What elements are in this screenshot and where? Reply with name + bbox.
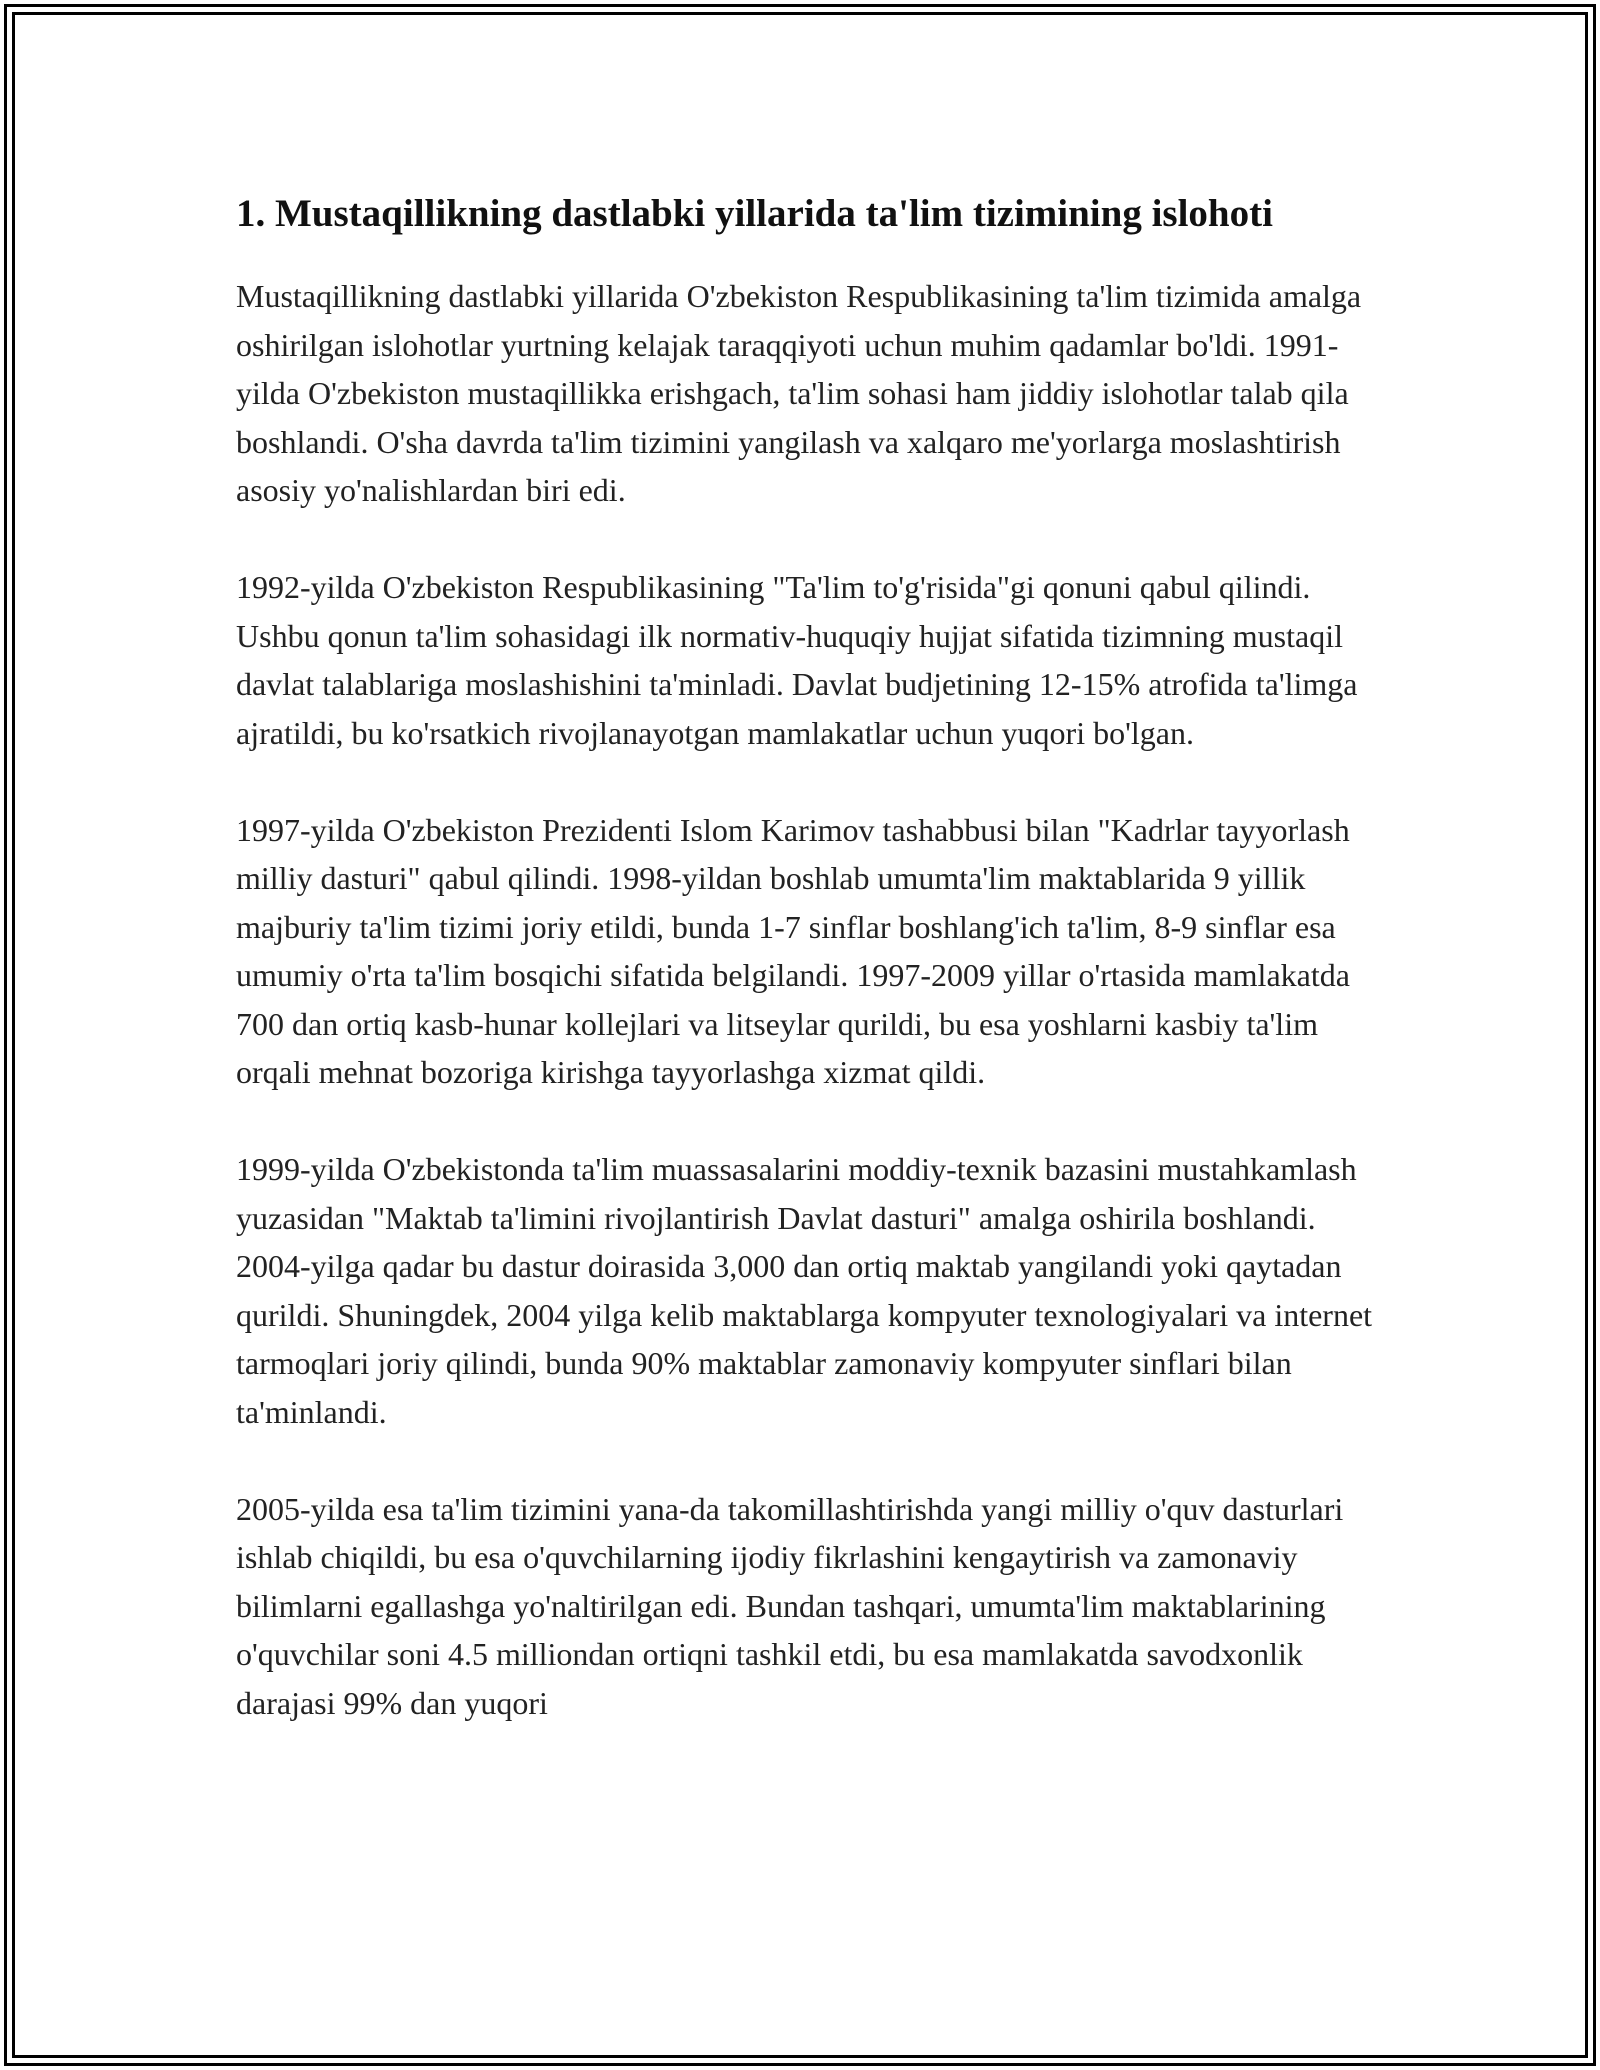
paragraph-personnel-program-1997: 1997-yilda O'zbekiston Prezidenti Islom Karimov tashabbusi bilan "Kadrlar tayyorlash milliy dasturi" qabul qilindi. 1998-yildan boshlab umumta'lim maktablarida 9 yillik majburiy ta'lim tizimi joriy etildi, bunda 1-7 sinflar boshlang'ich ta'lim, 8-9 sinflar esa umumiy o'rta ta'lim bosqichi sifatida belgilandi. 1997-2009 yillar o'rtasida mamlakatda 700 dan ortiq kasb-hunar kollejlari va litseylar qurildi, bu esa yoshlarni kasbiy ta'lim orqali mehnat bozoriga kirishga tayyorlashga xizmat qildi. <box>236 811 1350 1090</box>
document-body <box>236 184 1386 1727</box>
paragraph-independence-reforms: Mustaqillikning dastlabki yillarida O'zbekiston Respublikasining ta'lim tizimida amalga oshirilgan islohotlar yurtning kelajak taraqqiyoti uchun muhim qadamlar bo'ldi. 1991-yilda O'zbekiston mustaqillikka erishgach, ta'lim sohasi ham jiddiy islohotlar talab qila boshlandi. O'sha davrda ta'lim tizimini yangilash va xalqaro me'yorlarga moslashtirish asosiy yo'nalishlardan biri edi. <box>236 278 1362 508</box>
paragraph-education-law-1992: 1992-yilda O'zbekiston Respublikasining "Ta'lim to'g'risida"gi qonuni qabul qilindi. Ushbu qonun ta'lim sohasidagi ilk normativ-huquqiy hujjat sifatida tizimning mustaqil davlat talablariga moslashishini ta'minladi. Davlat budjetining 12-15% atrofida ta'limga ajratildi, bu ko'rsatkich rivojlanayotgan mamlakatlar uchun yuqori bo'lgan. <box>236 569 1358 751</box>
section-heading: 1. Mustaqillikning dastlabki yillarida ta'lim tizimining islohoti <box>236 192 1273 235</box>
paragraph-school-program-1999: 1999-yilda O'zbekistonda ta'lim muassasalarini moddiy-texnik bazasini mustahkamlash yuzasidan "Maktab ta'limini rivojlantirish Davlat dasturi" amalga oshirila boshlandi. 2004-yilga qadar bu dastur doirasida 3,000 dan ortiq maktab yangilandi yoki qaytadan qurildi. Shuningdek, 2004 yilga kelib maktablarga kompyuter texnologiyalari va internet tarmoqlari joriy qilindi, bunda 90% maktablar zamonaviy kompyuter sinflari bilan ta'minlandi. <box>236 1151 1373 1430</box>
paragraph-curricula-2005: 2005-yilda esa ta'lim tizimini yana-da takomillashtirishda yangi milliy o'quv dasturlari ishlab chiqildi, bu esa o'quvchilarning ijodiy fikrlashini kengaytirish va zamonaviy bilimlarni egallashga yo'naltirilgan edi. Bundan tashqari, umumta'lim maktablarining o'quvchilar soni 4.5 milliondan ortiqni tashkil etdi, bu esa mamlakatda savodxonlik darajasi 99% dan yuqori <box>236 1490 1344 1721</box>
